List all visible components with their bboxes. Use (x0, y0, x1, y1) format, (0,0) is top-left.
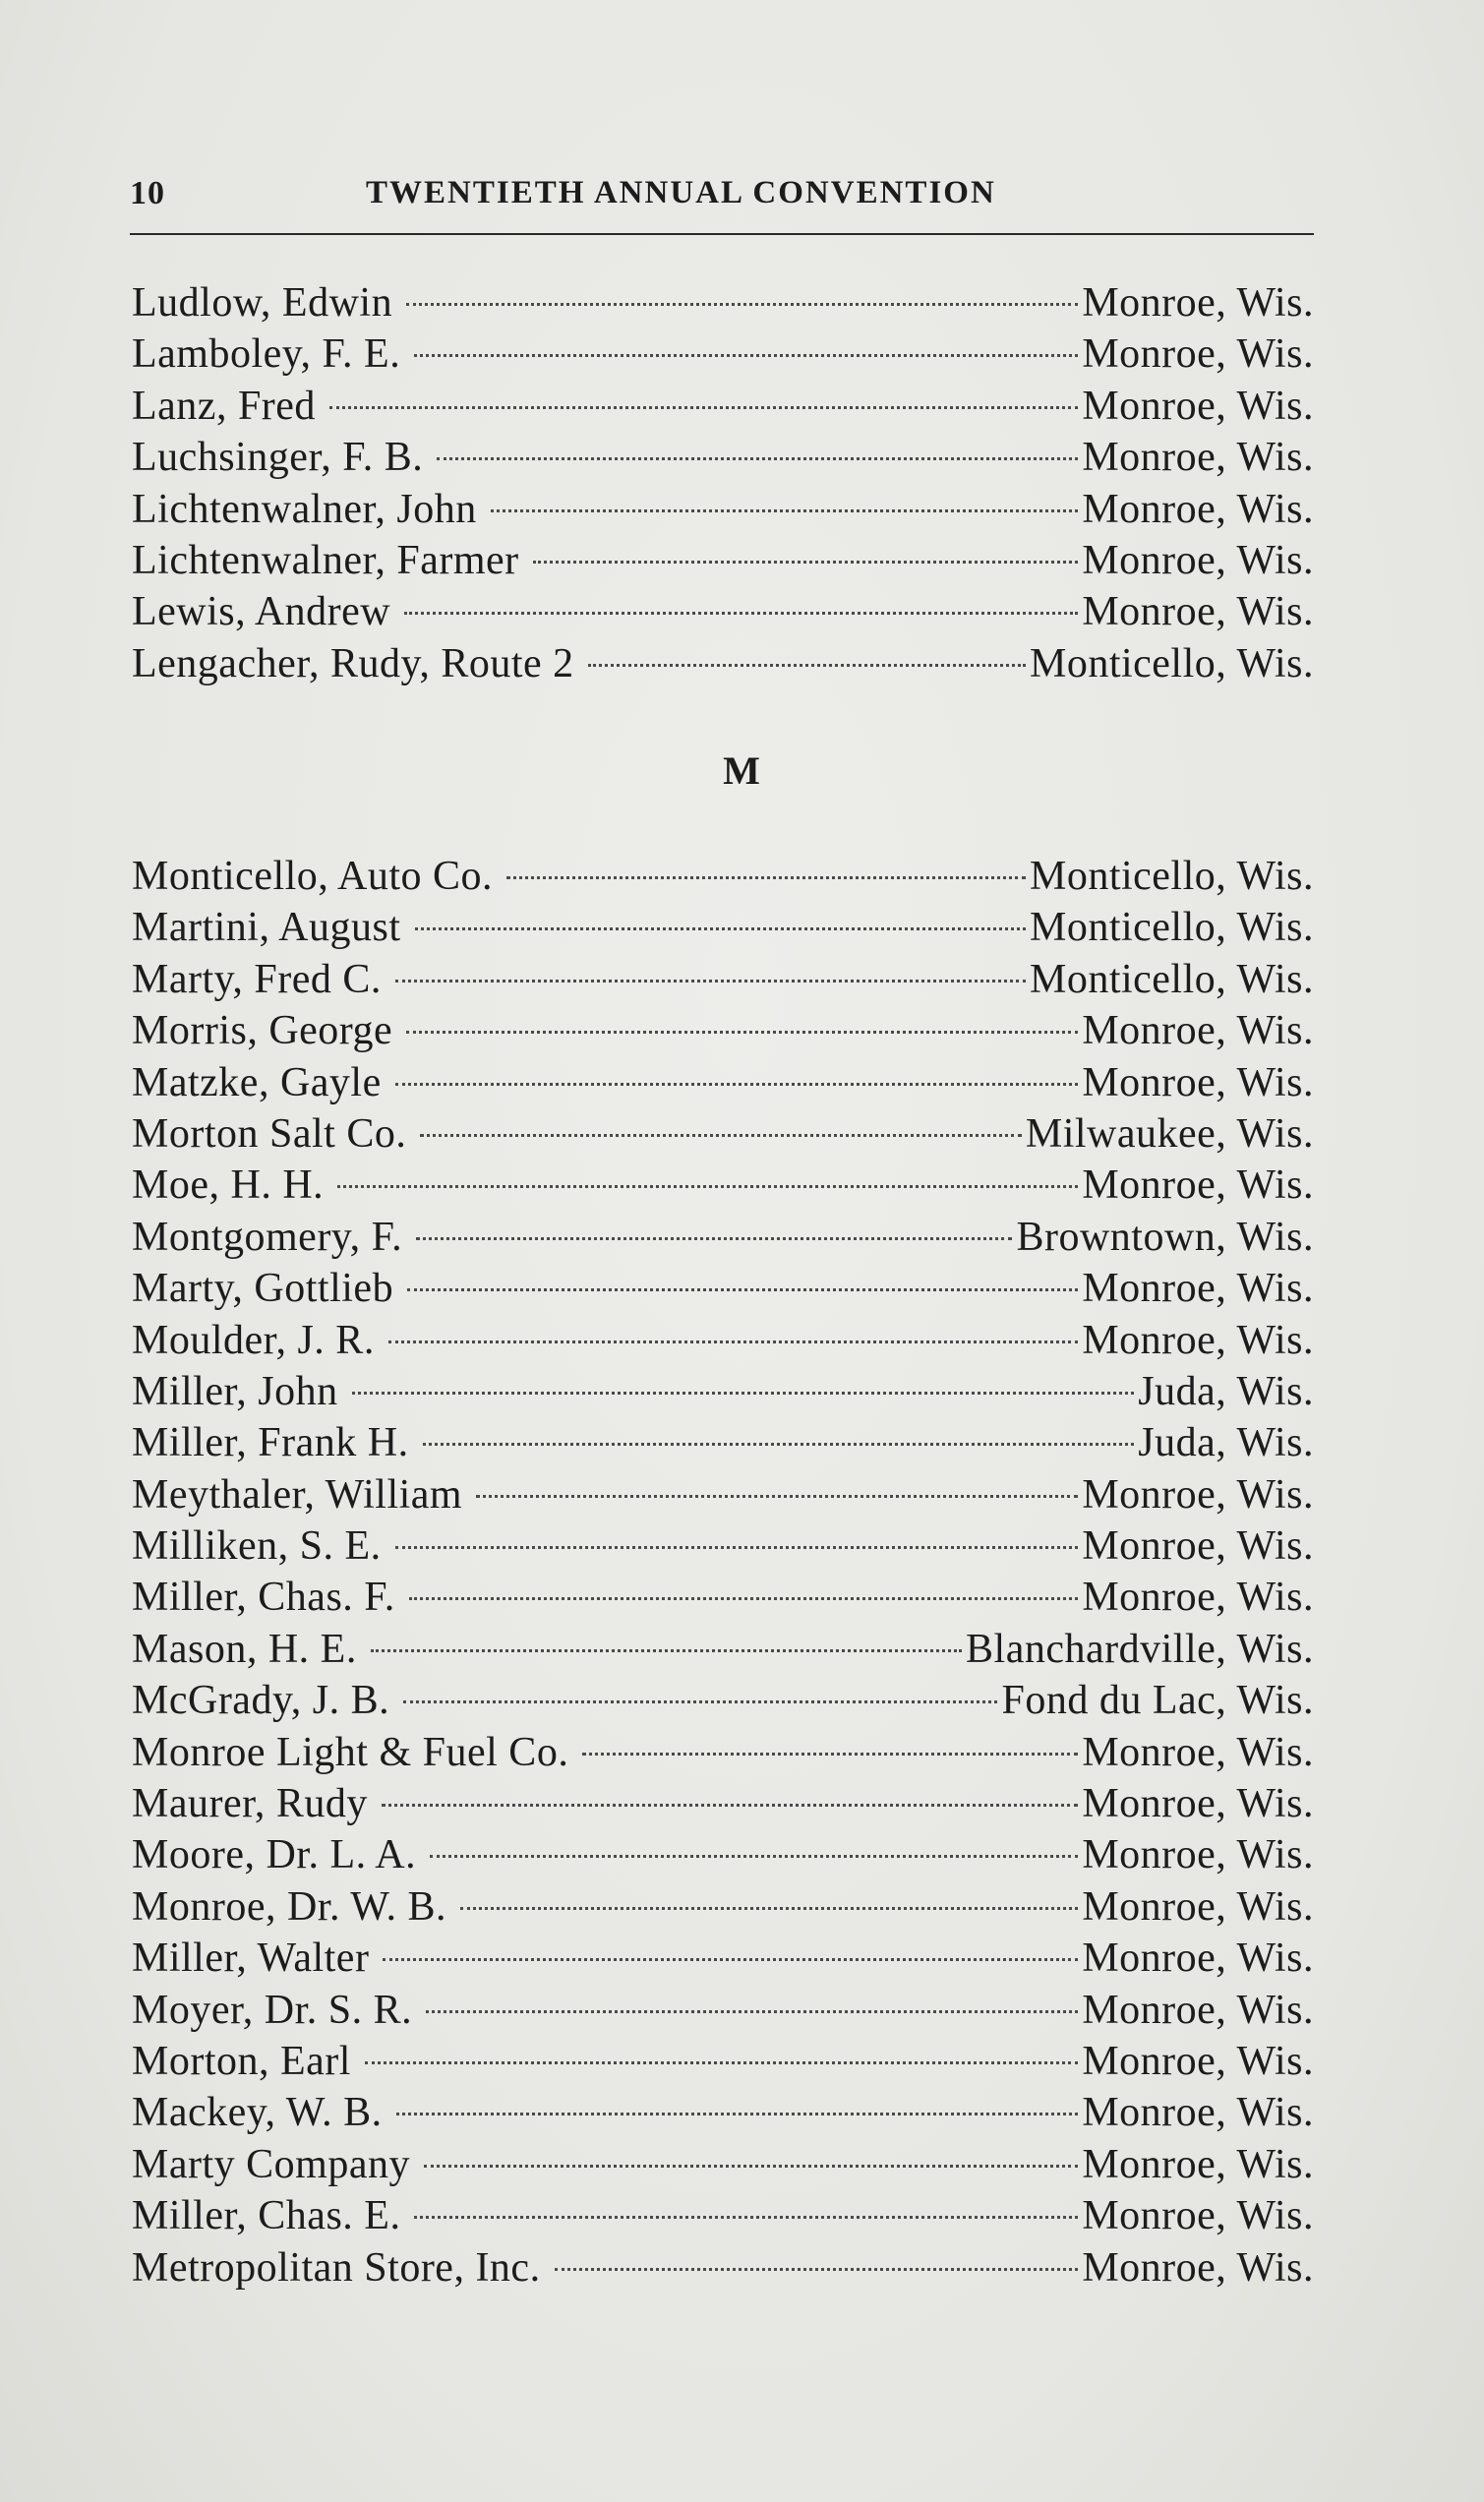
dot-leader (491, 509, 1079, 512)
entry-place: Monroe, Wis. (1082, 435, 1314, 481)
directory-entry (132, 2190, 1314, 2241)
entry-place: Blanchardville, Wis. (966, 1626, 1314, 1672)
directory-entry (132, 432, 1314, 483)
entry-place: Monroe, Wis. (1082, 537, 1314, 583)
dot-leader (409, 1597, 1079, 1600)
entry-name: Monroe Light & Fuel Co. (132, 1729, 569, 1775)
dot-leader (396, 2113, 1079, 2115)
entry-place: Monroe, Wis. (1082, 2038, 1314, 2084)
entry-name: Moe, H. H. (132, 1162, 325, 1209)
entry-name: Moyer, Dr. S. R. (132, 1987, 413, 2033)
dot-leader (403, 1700, 997, 1703)
directory-entry (132, 1881, 1314, 1933)
entry-name: Ludlow, Edwin (132, 280, 393, 326)
directory-list-l (132, 277, 1314, 689)
entry-name: Miller, Walter (132, 1936, 370, 1982)
dot-leader (329, 406, 1078, 409)
entry-place: Monroe, Wis. (1082, 280, 1314, 326)
dot-leader (424, 2165, 1078, 2168)
dot-leader (371, 1649, 962, 1652)
entry-name: Martini, August (132, 905, 401, 951)
entry-name: Marty, Fred C. (132, 956, 382, 1002)
dot-leader (388, 1340, 1078, 1343)
directory-entry (132, 1108, 1314, 1160)
entry-name: Luchsinger, F. B. (132, 435, 424, 481)
directory-entry (132, 954, 1314, 1005)
entry-place: Monroe, Wis. (1082, 589, 1314, 635)
entry-place: Monticello, Wis. (1029, 905, 1314, 951)
dot-leader (407, 1288, 1078, 1291)
dot-leader (416, 1237, 1012, 1240)
directory-entry (132, 1263, 1314, 1314)
entry-place: Monroe, Wis. (1082, 1266, 1314, 1312)
entry-name: Miller, Chas. E. (132, 2193, 401, 2239)
dot-leader (404, 612, 1078, 615)
header-rule (130, 233, 1314, 235)
directory-entry (132, 1727, 1314, 1778)
dot-leader (426, 2010, 1078, 2013)
entry-place: Monroe, Wis. (1082, 1781, 1314, 1827)
entry-name: Monticello, Auto Co. (132, 854, 493, 899)
entry-place: Monroe, Wis. (1082, 1987, 1314, 2033)
dot-leader (420, 1134, 1021, 1137)
directory-entry (132, 1675, 1314, 1726)
directory-entry (132, 328, 1314, 380)
dot-leader (582, 1753, 1078, 1756)
entry-name: Lichtenwalner, John (132, 486, 477, 532)
dot-leader (588, 664, 1026, 667)
entry-place: Juda, Wis. (1138, 1420, 1314, 1466)
entry-name: Monroe, Dr. W. B. (132, 1883, 447, 1930)
entry-place: Monroe, Wis. (1082, 1471, 1314, 1518)
directory-entry (132, 1520, 1314, 1572)
directory-entry (132, 1057, 1314, 1108)
dot-leader (476, 1495, 1078, 1498)
entry-name: Miller, John (132, 1368, 338, 1414)
entry-name: McGrady, J. B. (132, 1678, 390, 1724)
entry-place: Monticello, Wis. (1029, 640, 1314, 686)
running-title: TWENTIETH ANNUAL CONVENTION (366, 175, 996, 210)
entry-place: Monroe, Wis. (1082, 331, 1314, 378)
entry-name: Marty, Gottlieb (132, 1266, 394, 1312)
entry-name: Lewis, Andrew (132, 589, 391, 635)
dot-leader (430, 1855, 1078, 1858)
dot-leader (337, 1185, 1078, 1188)
entry-name: Milliken, S. E. (132, 1523, 382, 1570)
dot-leader (395, 980, 1026, 983)
dot-leader (555, 2268, 1079, 2271)
entry-name: Marty Company (132, 2141, 410, 2187)
directory-entry (132, 2242, 1314, 2294)
dot-leader (533, 561, 1079, 564)
directory-entry (132, 2139, 1314, 2190)
entry-place: Monroe, Wis. (1082, 2193, 1314, 2239)
entry-name: Miller, Chas. F. (132, 1575, 395, 1621)
page-number: 10 (130, 175, 165, 211)
dot-leader (406, 1031, 1078, 1034)
dot-leader (415, 927, 1026, 930)
entry-name: Matzke, Gayle (132, 1059, 382, 1105)
entry-name: Moore, Dr. L. A. (132, 1832, 417, 1878)
directory-entry (132, 1315, 1314, 1366)
entry-place: Browntown, Wis. (1016, 1214, 1314, 1260)
directory-entry (132, 1366, 1314, 1417)
directory-entry (132, 1829, 1314, 1880)
entry-name: Morton, Earl (132, 2038, 351, 2084)
directory-entry (132, 277, 1314, 328)
entry-place: Monticello, Wis. (1029, 854, 1314, 899)
entry-place: Monroe, Wis. (1082, 2244, 1314, 2291)
entry-place: Monroe, Wis. (1082, 2141, 1314, 2187)
entry-name: Mason, H. E. (132, 1626, 357, 1672)
entry-place: Monroe, Wis. (1082, 2090, 1314, 2136)
directory-entry (132, 1160, 1314, 1211)
dot-leader (414, 354, 1078, 357)
directory-entry (132, 851, 1314, 902)
directory-entry (132, 1985, 1314, 2036)
entry-name: Montgomery, F. (132, 1214, 403, 1260)
dot-leader (365, 2061, 1078, 2064)
entry-place: Monroe, Wis. (1082, 1317, 1314, 1363)
dot-leader (382, 1804, 1078, 1807)
entry-name: Lamboley, F. E. (132, 331, 401, 378)
directory-entry (132, 902, 1314, 953)
entry-place: Monticello, Wis. (1029, 956, 1314, 1002)
directory-entry (132, 586, 1314, 637)
entry-place: Monroe, Wis. (1082, 383, 1314, 429)
page-header (130, 175, 1314, 224)
entry-name: Lanz, Fred (132, 383, 316, 429)
entry-place: Fond du Lac, Wis. (1001, 1678, 1314, 1724)
dot-leader (506, 876, 1026, 879)
directory-entry (132, 2036, 1314, 2087)
dot-leader (423, 1443, 1135, 1446)
dot-leader (406, 303, 1078, 306)
entry-name: Miller, Frank H. (132, 1420, 409, 1466)
dot-leader (395, 1083, 1079, 1086)
dot-leader (395, 1546, 1079, 1549)
entry-place: Monroe, Wis. (1082, 1008, 1314, 1054)
directory-entry (132, 1572, 1314, 1623)
dot-leader (460, 1907, 1078, 1910)
entry-place: Monroe, Wis. (1082, 1883, 1314, 1930)
directory-entry (132, 2087, 1314, 2138)
entry-place: Monroe, Wis. (1082, 1523, 1314, 1570)
directory-entry (132, 484, 1314, 535)
directory-entry (132, 1005, 1314, 1056)
entry-name: Metropolitan Store, Inc. (132, 2244, 541, 2291)
directory-entry (132, 1933, 1314, 1984)
entry-name: Maurer, Rudy (132, 1781, 368, 1827)
dot-leader (352, 1392, 1135, 1395)
dot-leader (437, 457, 1078, 460)
directory-entry (132, 381, 1314, 432)
directory-entry (132, 1624, 1314, 1675)
entry-name: Lichtenwalner, Farmer (132, 537, 519, 583)
entry-name: Lengacher, Rudy, Route 2 (132, 640, 574, 686)
entry-place: Milwaukee, Wis. (1025, 1110, 1314, 1157)
entry-name: Morton Salt Co. (132, 1110, 407, 1157)
entry-place: Monroe, Wis. (1082, 1936, 1314, 1982)
entry-name: Moulder, J. R. (132, 1317, 375, 1363)
entry-name: Mackey, W. B. (132, 2090, 383, 2136)
dot-leader (383, 1958, 1078, 1961)
entry-place: Juda, Wis. (1138, 1368, 1314, 1414)
entry-place: Monroe, Wis. (1082, 486, 1314, 532)
directory-entry (132, 1778, 1314, 1829)
section-heading-m: M (723, 748, 761, 793)
entry-name: Morris, George (132, 1008, 393, 1054)
directory-entry (132, 535, 1314, 586)
directory-list-m (132, 851, 1314, 2294)
directory-entry (132, 638, 1314, 689)
entry-place: Monroe, Wis. (1082, 1059, 1314, 1105)
entry-place: Monroe, Wis. (1082, 1162, 1314, 1209)
entry-place: Monroe, Wis. (1082, 1575, 1314, 1621)
directory-entry (132, 1212, 1314, 1263)
directory-entry (132, 1469, 1314, 1520)
entry-name: Meythaler, William (132, 1471, 463, 1518)
directory-entry (132, 1417, 1314, 1468)
dot-leader (414, 2216, 1078, 2219)
entry-place: Monroe, Wis. (1082, 1832, 1314, 1878)
entry-place: Monroe, Wis. (1082, 1729, 1314, 1775)
